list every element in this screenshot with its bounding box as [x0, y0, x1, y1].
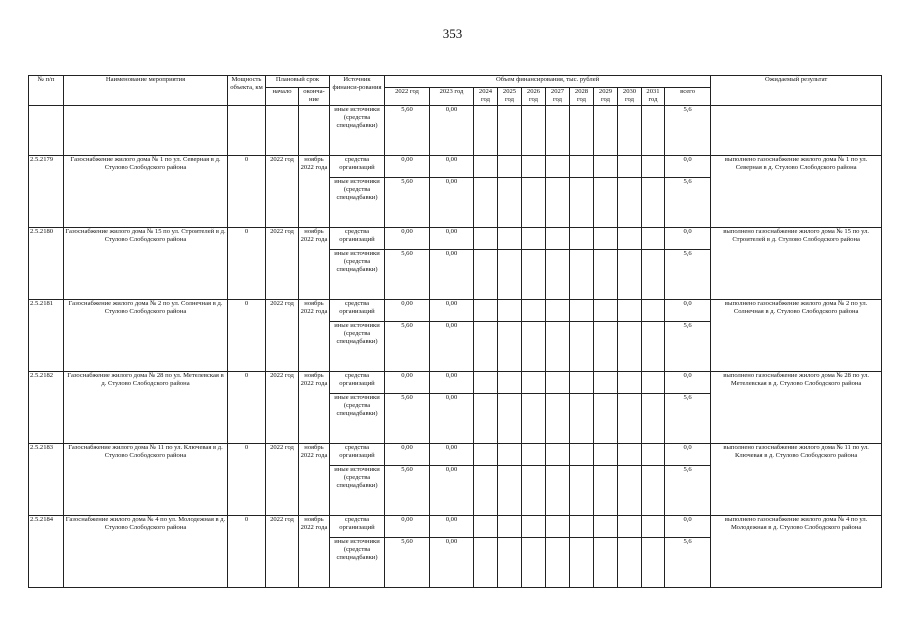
item-end: ноябрь 2022 года	[299, 156, 330, 228]
value-2022: 5,60	[385, 394, 430, 444]
value-2023: 0,00	[430, 106, 474, 156]
header-name: Наименование мероприятия	[64, 76, 228, 106]
source-cell: иные источники (средства спецнадбавки)	[330, 394, 385, 444]
header-total: всего	[665, 88, 711, 106]
item-start: 2022 год	[266, 516, 299, 588]
value-2022: 0,00	[385, 156, 430, 178]
value-2023: 0,00	[430, 466, 474, 516]
item-number: 2.5.2183	[29, 444, 64, 516]
item-result: выполнено газоснабжение жилого дома № 1 по ул. Северная в д. Стулово Слободского района	[711, 156, 882, 228]
item-end: ноябрь 2022 года	[299, 444, 330, 516]
source-cell: иные источники (средства спецнадбавки)	[330, 466, 385, 516]
table-row	[29, 228, 882, 250]
table-row	[29, 300, 882, 322]
value-total: 5,6	[665, 178, 711, 228]
source-cell: иные источники (средства спецнадбавки)	[330, 322, 385, 372]
item-name: Газоснабжение жилого дома № 4 по ул. Молодежная в д. Стулово Слободского района	[64, 516, 228, 588]
item-end: ноябрь 2022 года	[299, 300, 330, 372]
item-capacity: 0	[228, 300, 266, 372]
item-result: выполнено газоснабжение жилого дома № 4 по ул. Молодежная в д. Стулово Слободского района	[711, 516, 882, 588]
source-cell: средства организаций	[330, 228, 385, 250]
value-2022: 5,60	[385, 538, 430, 588]
value-total: 5,6	[665, 466, 711, 516]
table-row	[29, 444, 882, 466]
header-year-2025: 2025 год	[498, 88, 522, 106]
value-total: 5,6	[665, 394, 711, 444]
header-year-2024: 2024 год	[474, 88, 498, 106]
item-end: ноябрь 2022 года	[299, 372, 330, 444]
item-start: 2022 год	[266, 372, 299, 444]
value-2022: 5,60	[385, 322, 430, 372]
value-2022: 5,60	[385, 106, 430, 156]
value-total: 5,6	[665, 250, 711, 300]
header-year-2029: 2029 год	[594, 88, 618, 106]
value-2022: 5,60	[385, 178, 430, 228]
header-volume: Объем финансирования, тыс. рублей	[385, 76, 711, 88]
item-name: Газоснабжение жилого дома № 11 по ул. Ключевая в д. Стулово Слободского района	[64, 444, 228, 516]
table-header	[29, 76, 882, 106]
value-total: 0,0	[665, 300, 711, 322]
header-year-2022: 2022 год	[385, 88, 430, 106]
value-2023: 0,00	[430, 538, 474, 588]
page-number: 353	[442, 26, 463, 41]
header-source: Источник финанси-рования	[330, 76, 385, 106]
source-cell: иные источники (средства спецнадбавки)	[330, 178, 385, 228]
value-total: 5,6	[665, 106, 711, 156]
value-2022: 0,00	[385, 516, 430, 538]
header-year-2028: 2028 год	[570, 88, 594, 106]
item-result: выполнено газоснабжение жилого дома № 2 по ул. Солнечная в д. Стулово Слободского района	[711, 300, 882, 372]
item-number: 2.5.2182	[29, 372, 64, 444]
item-number: 2.5.2184	[29, 516, 64, 588]
item-capacity: 0	[228, 156, 266, 228]
value-2022: 5,60	[385, 250, 430, 300]
value-2022: 0,00	[385, 228, 430, 250]
value-2023: 0,00	[430, 250, 474, 300]
value-2023: 0,00	[430, 156, 474, 178]
item-capacity: 0	[228, 372, 266, 444]
source-cell: иные источники (средства спецнадбавки)	[330, 250, 385, 300]
value-2023: 0,00	[430, 300, 474, 322]
financing-table	[28, 75, 882, 588]
item-start: 2022 год	[266, 300, 299, 372]
value-2023: 0,00	[430, 444, 474, 466]
value-2023: 0,00	[430, 372, 474, 394]
item-end: ноябрь 2022 года	[299, 228, 330, 300]
item-capacity: 0	[228, 444, 266, 516]
header-year-2023: 2023 год	[430, 88, 474, 106]
item-result: выполнено газоснабжение жилого дома № 11 по ул. Ключевая в д. Стулово Слободского района	[711, 444, 882, 516]
item-start: 2022 год	[266, 156, 299, 228]
header-capacity: Мощность объекта, км	[228, 76, 266, 106]
item-end: ноябрь 2022 года	[299, 516, 330, 588]
header-result: Ожидаемый результат	[711, 76, 882, 106]
value-total: 0,0	[665, 444, 711, 466]
table-row	[29, 156, 882, 178]
source-cell: средства организаций	[330, 156, 385, 178]
item-start: 2022 год	[266, 444, 299, 516]
value-2022: 0,00	[385, 444, 430, 466]
item-start: 2022 год	[266, 228, 299, 300]
item-result: выполнено газоснабжение жилого дома № 28 по ул. Метелевская в д. Стулово Слободского района	[711, 372, 882, 444]
value-total: 0,0	[665, 516, 711, 538]
item-name: Газоснабжение жилого дома № 28 по ул. Метелевская в д. Стулово Слободского района	[64, 372, 228, 444]
item-name: Газоснабжение жилого дома № 2 по ул. Солнечная в д. Стулово Слободского района	[64, 300, 228, 372]
item-capacity: 0	[228, 516, 266, 588]
item-number: 2.5.2181	[29, 300, 64, 372]
header-plan-term: Плановый срок	[266, 76, 330, 88]
header-year-2026: 2026 год	[522, 88, 546, 106]
header-num: № п/п	[29, 76, 64, 106]
table-row	[29, 516, 882, 538]
source-cell: иные источники (средства спецнадбавки)	[330, 106, 385, 156]
value-total: 5,6	[665, 322, 711, 372]
value-2022: 0,00	[385, 300, 430, 322]
header-year-2031: 2031 год	[642, 88, 665, 106]
header-year-2030: 2030 год	[618, 88, 642, 106]
source-cell: средства организаций	[330, 444, 385, 466]
value-total: 0,0	[665, 228, 711, 250]
table-row	[29, 372, 882, 394]
value-2023: 0,00	[430, 322, 474, 372]
source-cell: средства организаций	[330, 372, 385, 394]
item-number: 2.5.2180	[29, 228, 64, 300]
value-total: 0,0	[665, 372, 711, 394]
header-year-2027: 2027 год	[546, 88, 570, 106]
header-start: начало	[266, 88, 299, 106]
source-cell: средства организаций	[330, 516, 385, 538]
item-name: Газоснабжение жилого дома № 1 по ул. Северная в д. Стулово Слободского района	[64, 156, 228, 228]
source-cell: иные источники (средства спецнадбавки)	[330, 538, 385, 588]
value-2023: 0,00	[430, 394, 474, 444]
table-row	[29, 106, 882, 156]
item-name: Газоснабжение жилого дома № 15 по ул. Строителей в д. Стулово Слободского района	[64, 228, 228, 300]
value-2023: 0,00	[430, 228, 474, 250]
item-result: выполнено газоснабжение жилого дома № 15 по ул. Строителей в д. Стулово Слободского района	[711, 228, 882, 300]
item-capacity: 0	[228, 228, 266, 300]
value-2023: 0,00	[430, 516, 474, 538]
value-2022: 0,00	[385, 372, 430, 394]
value-total: 0,0	[665, 156, 711, 178]
header-end: оконча-ние	[299, 88, 330, 106]
value-total: 5,6	[665, 538, 711, 588]
item-number: 2.5.2179	[29, 156, 64, 228]
source-cell: средства организаций	[330, 300, 385, 322]
value-2022: 5,60	[385, 466, 430, 516]
value-2023: 0,00	[430, 178, 474, 228]
